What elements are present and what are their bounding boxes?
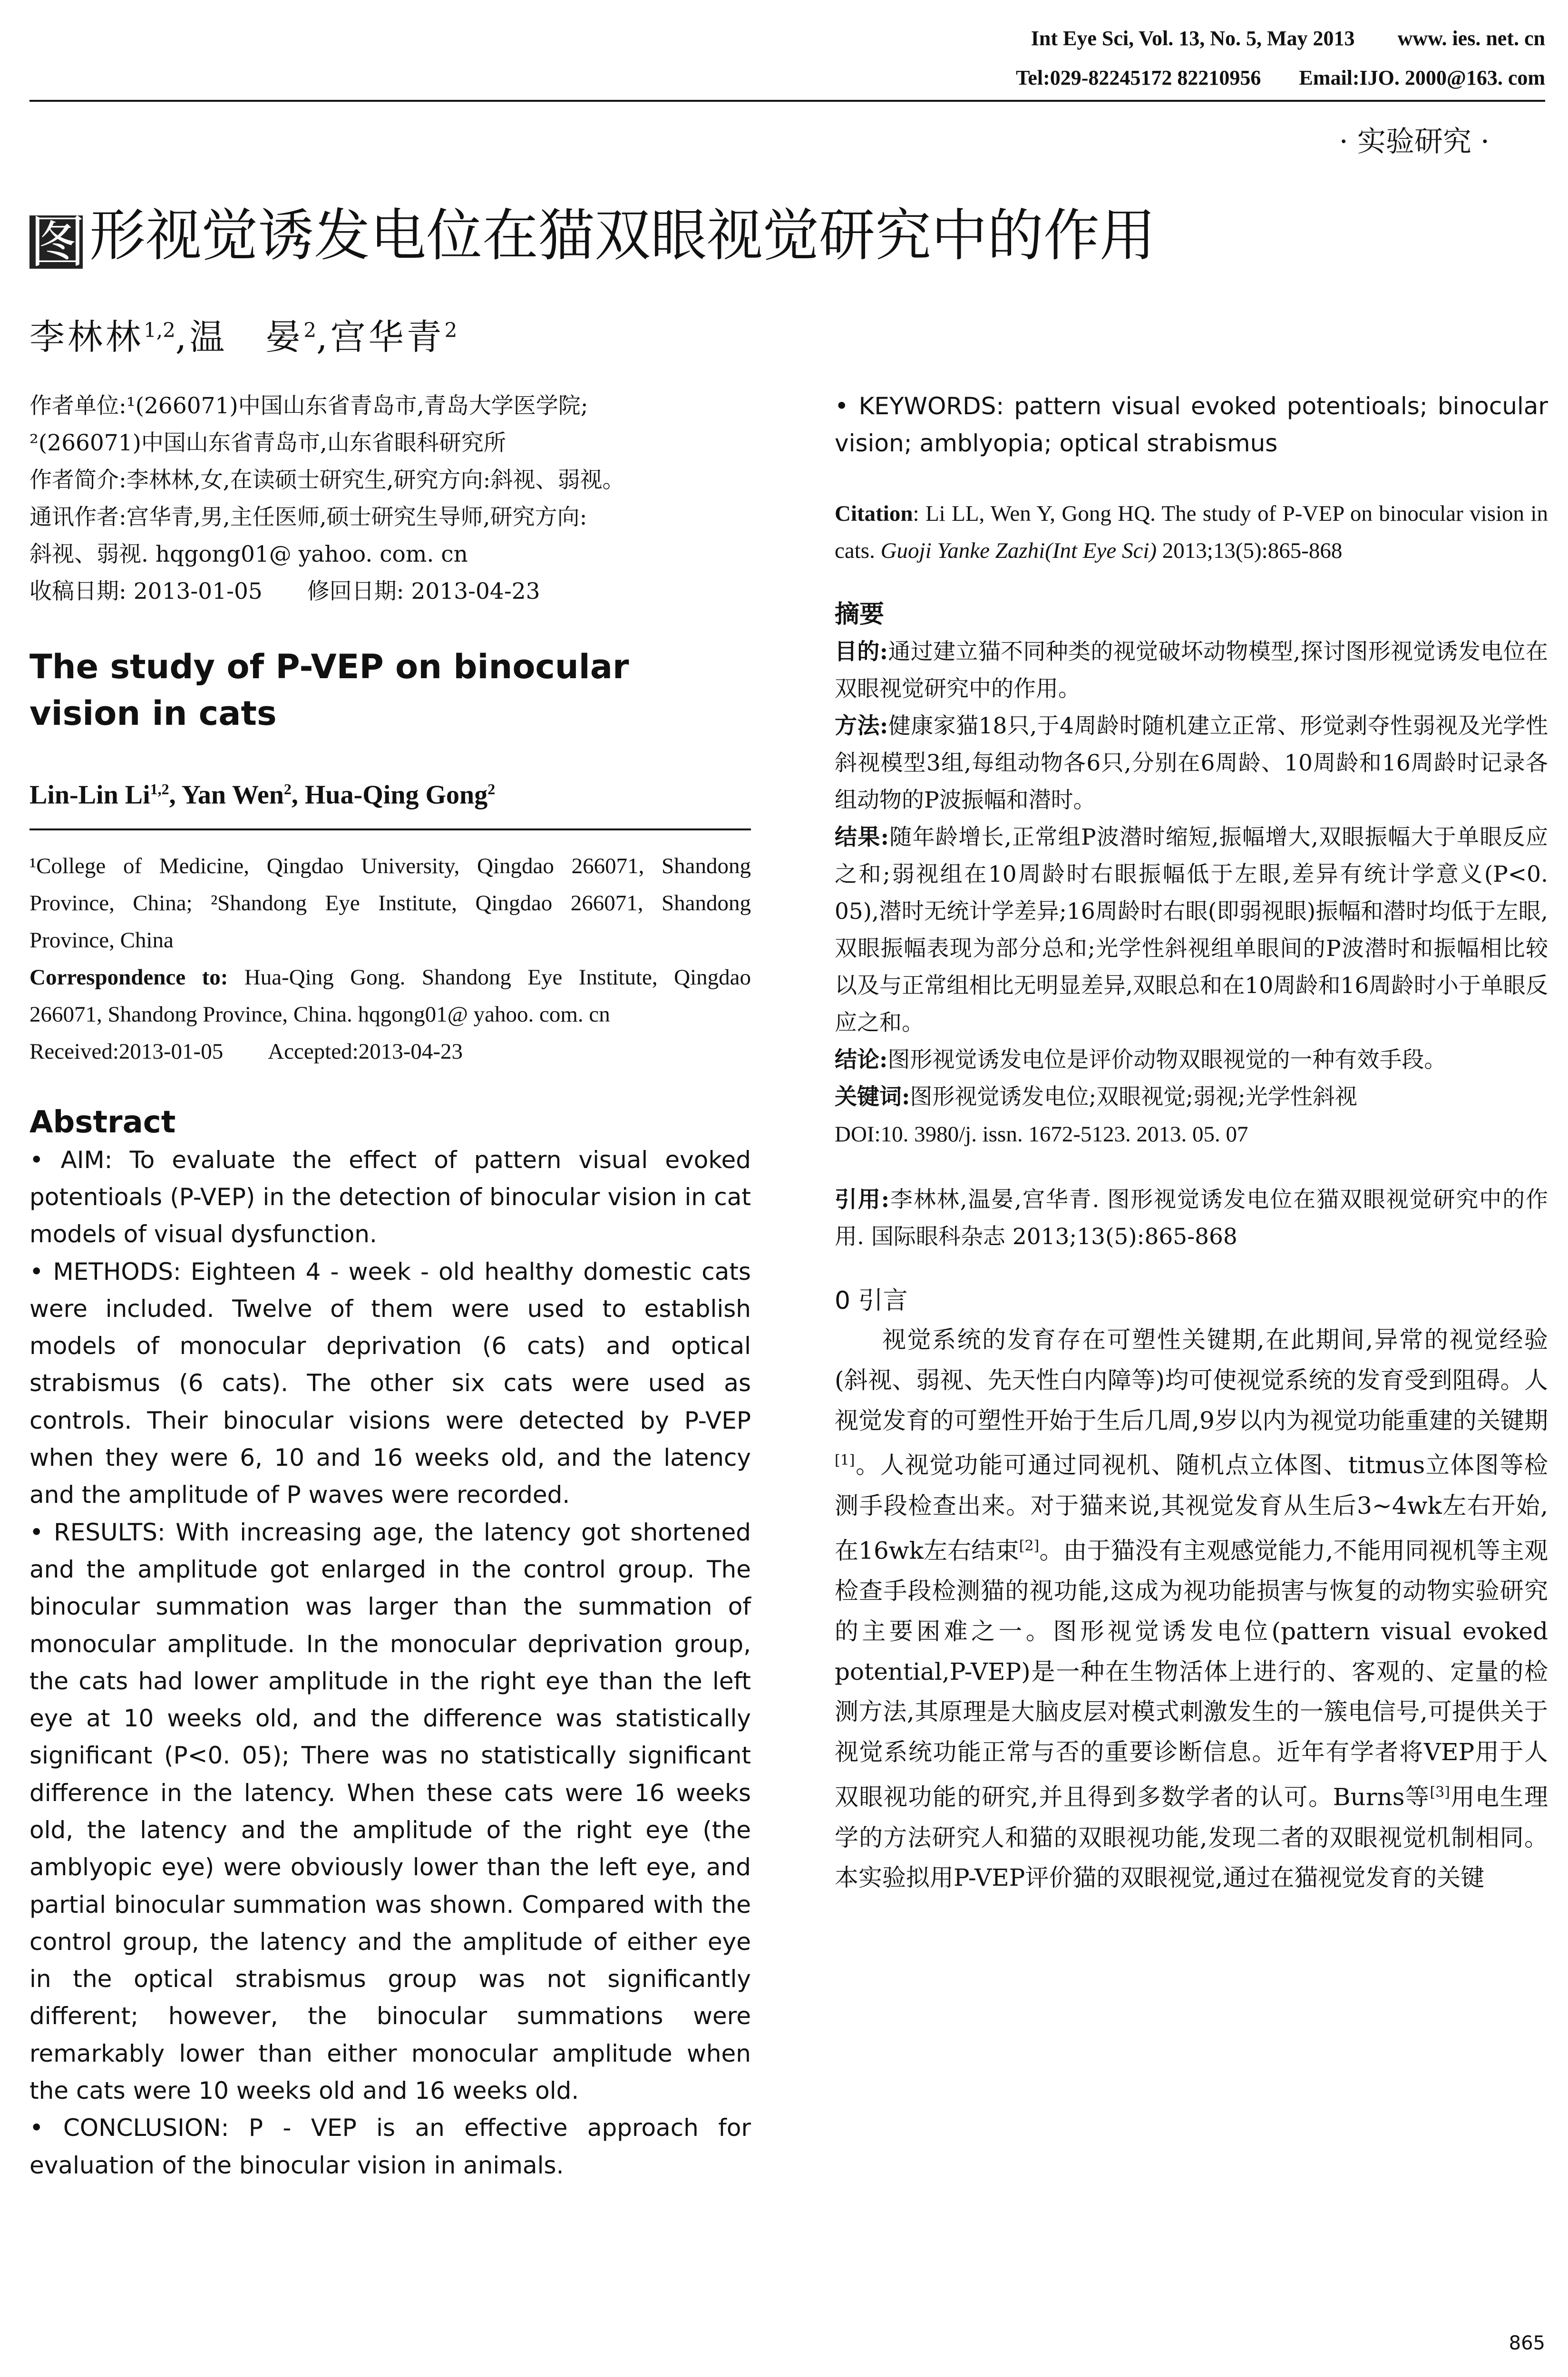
abstract-methods: • METHODS: Eighteen 4 - week - old healthy domestic cats were included. Twelve of them were used to establish models of monocular deprivation (6 cats) and optical strabismus (6 cats). The other six cats were used as controls. Their binocular visions were detected by P-VEP when they were 6, 10 and 16 weeks old, and the latency and the amplitude of P waves were recorded. bbox=[29, 1257, 751, 1509]
abstract-cn-aim bbox=[835, 633, 1548, 708]
left-column bbox=[29, 388, 751, 2184]
affiliation-2: ²(266071)中国山东省青岛市,山东省眼科研究所 bbox=[29, 430, 506, 456]
citation-cn bbox=[835, 1181, 1548, 1256]
keywords-cn bbox=[835, 1079, 1548, 1116]
journal-website: www. ies. net. cn bbox=[1397, 27, 1545, 50]
dates-cn: 收稿日期: 2013-01-05 修回日期: 2013-04-23 bbox=[29, 578, 540, 604]
intro-text-2: 。人视觉功能可通过同视机、随机点立体图、titmus立体图等检测手段检查出来。对于猫来说,其视觉发育从生后3~4wk左右开始,在16wk左右结束 bbox=[835, 1452, 1548, 1565]
author-3-affil: 2 bbox=[444, 318, 458, 342]
journal-tel: Tel:029-82245172 82210956 bbox=[1016, 66, 1261, 89]
right-column bbox=[835, 388, 1548, 1898]
abstract-results: • RESULTS: With increasing age, the latency got shortened and the amplitude got enlarged in the control group. The binocular summation was larger than the summation of monocular amplitude. In the monocular deprivation group, the cats had lower amplitude in the right eye than the left eye at 10 weeks old, and the difference was statistically significant (P<0. 05); There was no statistically significant difference in the latency. When these cats were 16 weeks old, the latency and the amplitude of the right eye (the amblyopic eye) were obviously lower than the left eye, and partial binocular summation was shown. Compared with the control group, the latency and the amplitude of either eye in the optical strabismus group was not significantly different; however, the binocular summations were remarkably lower than either monocular amplitude when the cats were 10 weeks old and 16 weeks old. bbox=[29, 1518, 751, 2105]
citation-text-2: 2013;13(5):865-868 bbox=[1157, 538, 1343, 563]
reference-2: [2] bbox=[1019, 1537, 1040, 1554]
author-3: ,宫华青 bbox=[316, 317, 445, 358]
citation-cn-text: 李林林,温晏,宫华青. 图形视觉诱发电位在猫双眼视觉研究中的作用. 国际眼科杂志 2013;13(5):865-868 bbox=[835, 1187, 1548, 1250]
conclusion-label-cn: 结论: bbox=[835, 1047, 888, 1073]
english-authors bbox=[29, 770, 751, 814]
author-2-affil: 2 bbox=[303, 318, 317, 342]
abstract-cn-results bbox=[835, 819, 1548, 1042]
correspondence-text: Hua-Qing Gong. Shandong Eye Institute, Qingdao 266071, Shandong Province, China. hqgong01@ yahoo. com. cn bbox=[29, 964, 751, 1027]
intro-text-3: 。由于猫没有主观感觉能力,不能用同视机等主观检查手段检测猫的视功能,这成为视功能损害与恢复的动物实验研究的主要困难之一。图形视觉诱发电位(pattern visual evoked potential,P-VEP)是一种在生物活体上进行的、客观的、定量的检测方法,其原理是大脑皮层对模式刺激发生的一簇电信号,可提供关于视觉系统功能正常与否的重要诊断信息。近年有学者将VEP用于人双眼视功能的研究,并且得到多数学者的认可。Burns等 bbox=[835, 1537, 1548, 1811]
en-author-1-affil: 1,2 bbox=[150, 780, 169, 798]
citation-text-1: : Li LL, Wen Y, Gong HQ. The study of P-VEP on binocular vision in cats. bbox=[835, 501, 1548, 563]
doi: DOI:10. 3980/j. issn. 1672-5123. 2013. 05. 07 bbox=[835, 1122, 1248, 1147]
en-author-2: , Yan Wen bbox=[169, 780, 284, 810]
journal-header bbox=[1031, 26, 1545, 50]
citation-label: Citation bbox=[835, 501, 913, 526]
journal-email: Email:IJO. 2000@163. com bbox=[1299, 66, 1545, 89]
intro-text-4: 用电生理学的方法研究人和猫的双眼视功能,发现二者的双眼视觉机制相同。本实验拟用P-VEP评价猫的双眼视觉,通过在猫视觉发育的关键 bbox=[835, 1783, 1548, 1892]
keywords-en: • KEYWORDS: pattern visual evoked potentioals; binocular vision; amblyopia; optical strabismus bbox=[835, 392, 1548, 457]
intro-text-1: 视觉系统的发育存在可塑性关键期,在此期间,异常的视觉经验(斜视、弱视、先天性白内障等)均可使视觉系统的发育受到阻碍。人视觉发育的可塑性开始于生后几周,9岁以内为视觉功能重建的关键期 bbox=[835, 1326, 1548, 1434]
title-initial-mark: 图 bbox=[29, 209, 86, 275]
author-1-affil: 1,2 bbox=[144, 318, 175, 342]
author-info-cn bbox=[29, 388, 751, 610]
reference-1: [1] bbox=[835, 1452, 855, 1469]
abstract-cn-methods bbox=[835, 708, 1548, 819]
english-affiliation: ¹College of Medicine, Qingdao University, Qingdao 266071, Shandong Province, China; ²Shandong Eye Institute, Qingdao 266071, Shandong Province, China bbox=[29, 853, 751, 953]
intro-heading: 0 引言 bbox=[835, 1286, 908, 1315]
citation-en bbox=[835, 495, 1548, 569]
methods-label-cn: 方法: bbox=[835, 713, 888, 739]
author-2: ,温 晏 bbox=[175, 317, 304, 358]
en-author-1: Lin-Lin Li bbox=[29, 780, 150, 810]
journal-citation: Int Eye Sci, Vol. 13, No. 5, May 2013 bbox=[1031, 27, 1355, 50]
authors-cn bbox=[29, 309, 457, 360]
citation-journal: Guoji Yanke Zazhi(Int Eye Sci) bbox=[880, 538, 1157, 563]
abstract-cn-conclusion bbox=[835, 1042, 1548, 1079]
abstract-heading: Abstract bbox=[29, 1104, 176, 1140]
keywords-label-cn: 关键词: bbox=[835, 1084, 910, 1110]
english-title: The study of P-VEP on binocular vision in cats bbox=[29, 647, 629, 733]
section-label: · 实验研究 · bbox=[1339, 125, 1490, 158]
header-rule bbox=[29, 100, 1545, 102]
methods-text-cn: 健康家猫18只,于4周龄时随机建立正常、形觉剥夺性弱视及光学性斜视模型3组,每组动物各6只,分别在6周龄、10周龄和16周龄时记录各组动物的P波振幅和潜时。 bbox=[835, 713, 1548, 813]
conclusion-text-cn: 图形视觉诱发电位是评价动物双眼视觉的一种有效手段。 bbox=[887, 1047, 1447, 1073]
en-author-3: , Hua-Qing Gong bbox=[291, 780, 488, 810]
author-bio: 作者简介:李林林,女,在读硕士研究生,研究方向:斜视、弱视。 bbox=[29, 467, 625, 493]
abstract-conclusion: • CONCLUSION: P - VEP is an effective approach for evaluation of the binocular vision in animals. bbox=[29, 2114, 751, 2179]
corresponding-author-1: 通讯作者:宫华青,男,主任医师,硕士研究生导师,研究方向: bbox=[29, 504, 587, 530]
citation-cn-label: 引用: bbox=[835, 1187, 890, 1213]
corresponding-author-2: 斜视、弱视. hqgong01@ yahoo. com. cn bbox=[29, 541, 468, 567]
intro-paragraph bbox=[835, 1320, 1548, 1898]
results-text-cn: 随年龄增长,正常组P波潜时缩短,振幅增大,双眼振幅大于单眼反应之和;弱视组在10周龄时右眼振幅低于左眼,差异有统计学意义(P<0. 05),潜时无统计学差异;16周龄时右眼(即弱视眼)振幅和潜时均低于左眼,双眼振幅表现为部分总和;光学性斜视组单眼间的P波潜时和振幅相比较以及与正常组相比无明显差异,双眼总和在10周龄和16周龄时小于单眼反应之和。 bbox=[835, 824, 1548, 1036]
article-title-text: 形视觉诱发电位在猫双眼视觉研究中的作用 bbox=[89, 203, 1156, 268]
author-1: 李林林 bbox=[29, 317, 144, 358]
reference-3: [3] bbox=[1430, 1784, 1450, 1801]
en-author-3-affil: 2 bbox=[487, 780, 496, 798]
page-number: 865 bbox=[1509, 2332, 1545, 2354]
en-author-2-affil: 2 bbox=[283, 780, 292, 798]
english-correspondence bbox=[29, 959, 751, 1033]
results-label-cn: 结果: bbox=[835, 824, 889, 850]
abstract-cn-heading: 摘要 bbox=[835, 600, 885, 629]
english-dates: Received:2013-01-05 Accepted:2013-04-23 bbox=[29, 1039, 463, 1064]
article-title bbox=[29, 200, 1156, 275]
correspondence-label: Correspondence to: bbox=[29, 964, 228, 990]
aim-text-cn: 通过建立猫不同种类的视觉破坏动物模型,探讨图形视觉诱发电位在双眼视觉研究中的作用。 bbox=[835, 639, 1548, 702]
affiliation-1: 作者单位:¹(266071)中国山东省青岛市,青岛大学医学院; bbox=[29, 393, 588, 419]
keywords-text-cn: 图形视觉诱发电位;双眼视觉;弱视;光学性斜视 bbox=[910, 1084, 1357, 1110]
aim-label-cn: 目的: bbox=[835, 639, 888, 665]
journal-contact bbox=[1016, 66, 1545, 90]
abstract-aim: • AIM: To evaluate the effect of pattern visual evoked potentioals (P-VEP) in the detection of binocular vision in cat models of visual dysfunction. bbox=[29, 1146, 751, 1248]
